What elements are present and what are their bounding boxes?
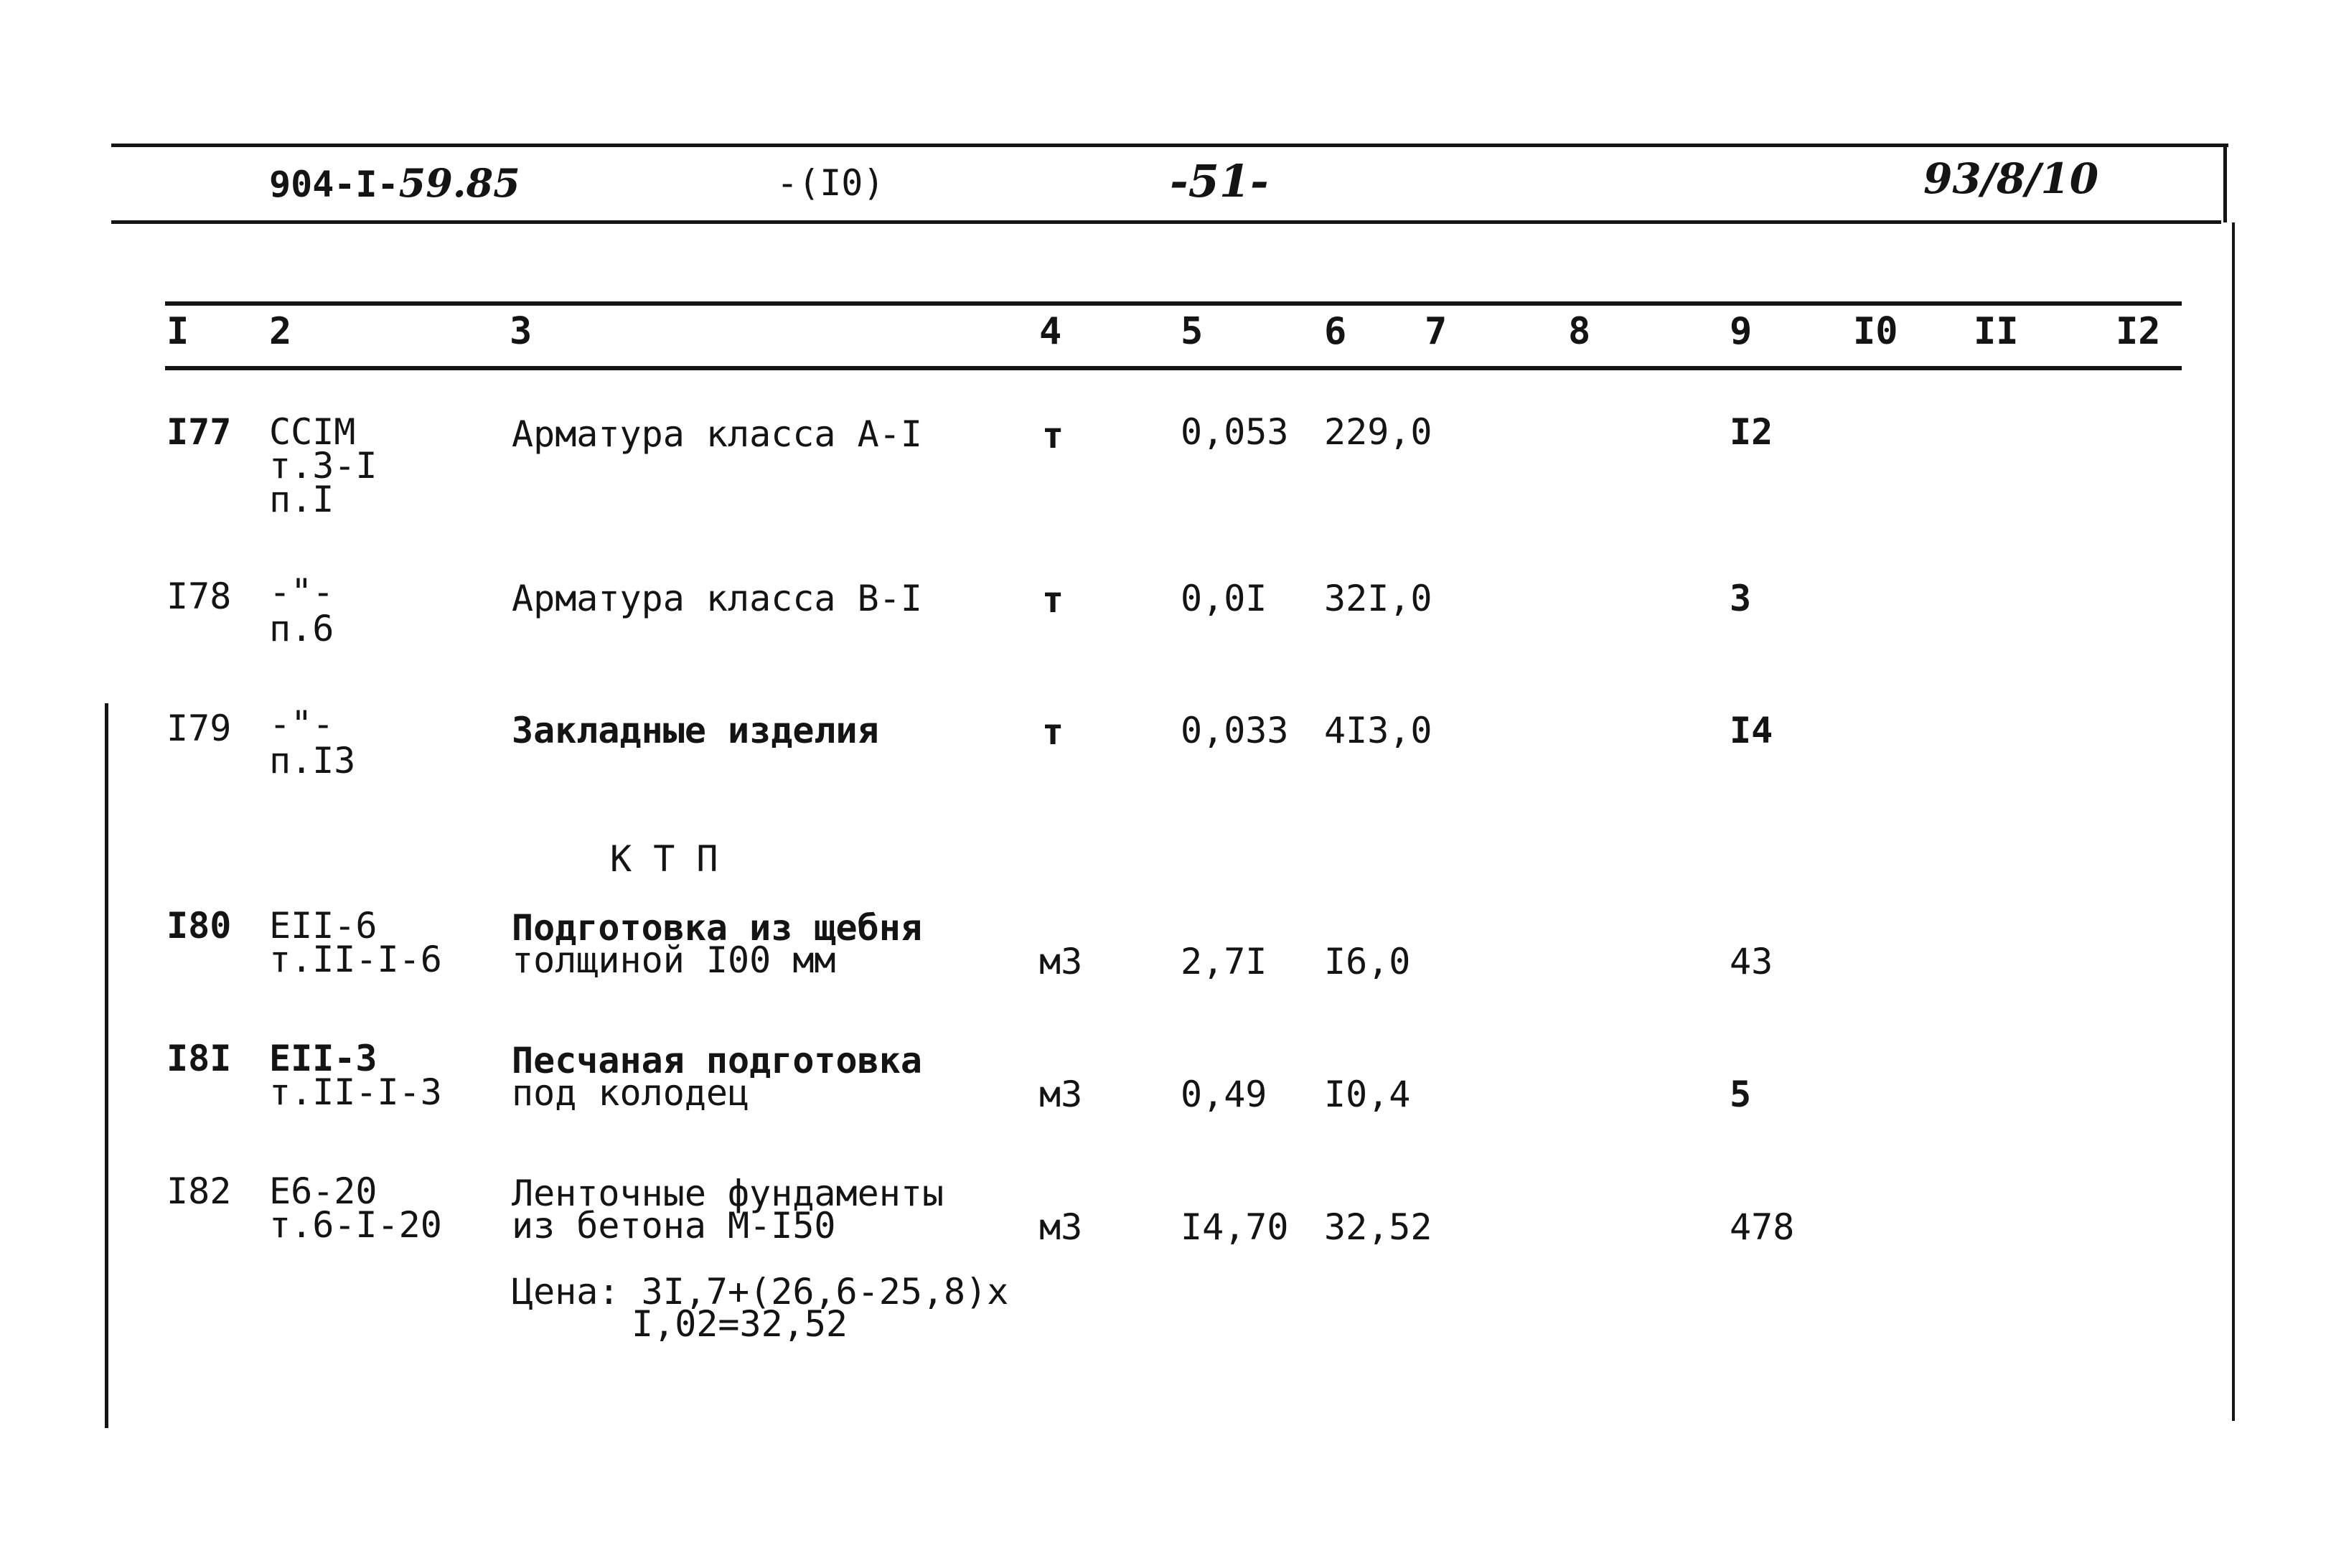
row-code-line: EII-3 — [269, 1038, 377, 1079]
row-name: Песчаная подготовка — [512, 1040, 922, 1081]
column-header-7: 7 — [1425, 310, 1448, 353]
row-code-line: п.I3 — [269, 740, 356, 781]
sheet-reference: -(I0) — [777, 162, 885, 204]
row-total: 43 — [1730, 941, 1773, 982]
row-unit: т — [1042, 711, 1064, 753]
row-code-line: п.I — [269, 479, 334, 520]
document-code — [269, 160, 520, 206]
row-total: I2 — [1730, 411, 1773, 453]
row-total: 3 — [1730, 578, 1752, 619]
row-unit-price: I6,0 — [1324, 941, 1411, 982]
row-quantity: I4,70 — [1181, 1206, 1289, 1248]
page-number: -51- — [1170, 155, 1269, 207]
row-number: I80 — [166, 905, 232, 947]
row-number: I82 — [166, 1170, 232, 1212]
row-unit: м3 — [1039, 1206, 1083, 1248]
row-unit-price: 32,52 — [1324, 1206, 1432, 1248]
document-code-suffix: 59.85 — [398, 160, 520, 206]
row-unit-price: 4I3,0 — [1324, 710, 1432, 751]
archive-stamp: 93/8/10 — [1923, 154, 2099, 203]
column-header-4: 4 — [1039, 310, 1062, 353]
column-header-5: 5 — [1181, 310, 1204, 353]
price-note-line-1: Цена: 3I,7+(26,6-25,8)x — [512, 1271, 1009, 1313]
row-code-line: п.6 — [269, 608, 334, 649]
row-unit: т — [1042, 415, 1064, 456]
column-header-bottom-rule — [165, 366, 2182, 370]
row-name: Подготовка из щебня — [512, 907, 922, 949]
row-code-line: EII-6 — [269, 905, 377, 947]
row-unit: м3 — [1039, 941, 1083, 982]
row-code-line: т.3-I — [269, 445, 377, 487]
row-total: 478 — [1730, 1206, 1795, 1248]
row-code-line: -"- — [269, 571, 334, 613]
row-name: Ленточные фундаменты — [512, 1173, 944, 1214]
header-bottom-rule — [111, 220, 2221, 224]
right-border — [2223, 144, 2227, 222]
row-unit-price: I0,4 — [1324, 1074, 1411, 1115]
right-border-lower — [2232, 222, 2235, 1421]
row-code-line: CCIM — [269, 411, 356, 453]
row-name: толщиной I00 мм — [512, 939, 836, 981]
row-quantity: 0,053 — [1181, 411, 1289, 453]
column-header-12: I2 — [2116, 310, 2161, 353]
row-quantity: 0,0I — [1181, 578, 1267, 619]
price-note-line-2: I,02=32,52 — [632, 1303, 848, 1345]
row-name: Арматура класса A-I — [512, 413, 922, 455]
row-unit: т — [1042, 579, 1064, 621]
row-quantity: 0,033 — [1181, 710, 1289, 751]
column-header-9: 9 — [1730, 310, 1753, 353]
column-header-10: I0 — [1853, 310, 1898, 353]
column-header-11: II — [1974, 310, 2019, 353]
row-number: I79 — [166, 708, 232, 749]
row-name: Арматура класса B-I — [512, 578, 922, 619]
row-code-line: -"- — [269, 703, 334, 745]
row-quantity: 2,7I — [1181, 941, 1267, 982]
column-header-2: 2 — [269, 310, 292, 353]
row-number: I8I — [166, 1038, 232, 1079]
column-header-1: I — [166, 310, 189, 353]
section-title: К Т П — [610, 838, 718, 880]
row-quantity: 0,49 — [1181, 1074, 1267, 1115]
row-name: из бетона M-I50 — [512, 1205, 836, 1247]
column-header-6: 6 — [1324, 310, 1347, 353]
row-name: под колодец — [512, 1072, 750, 1114]
row-total: I4 — [1730, 710, 1773, 751]
left-border — [105, 703, 108, 1428]
document-code-prefix: 904-I- — [269, 164, 399, 205]
row-code-line: т.II-I-6 — [269, 939, 442, 980]
column-header-8: 8 — [1568, 310, 1591, 353]
row-code-line: т.II-I-3 — [269, 1071, 442, 1113]
row-number: I78 — [166, 576, 232, 617]
row-unit: м3 — [1039, 1074, 1083, 1115]
row-code-line: E6-20 — [269, 1170, 377, 1212]
row-number: I77 — [166, 411, 232, 453]
column-header-top-rule — [165, 301, 2182, 306]
row-unit-price: 32I,0 — [1324, 578, 1432, 619]
column-header-3: 3 — [510, 310, 533, 353]
top-rule — [111, 144, 2228, 147]
row-total: 5 — [1730, 1074, 1752, 1115]
row-name: Закладные изделия — [512, 710, 879, 751]
row-unit-price: 229,0 — [1324, 411, 1432, 453]
row-code-line: т.6-I-20 — [269, 1204, 442, 1246]
